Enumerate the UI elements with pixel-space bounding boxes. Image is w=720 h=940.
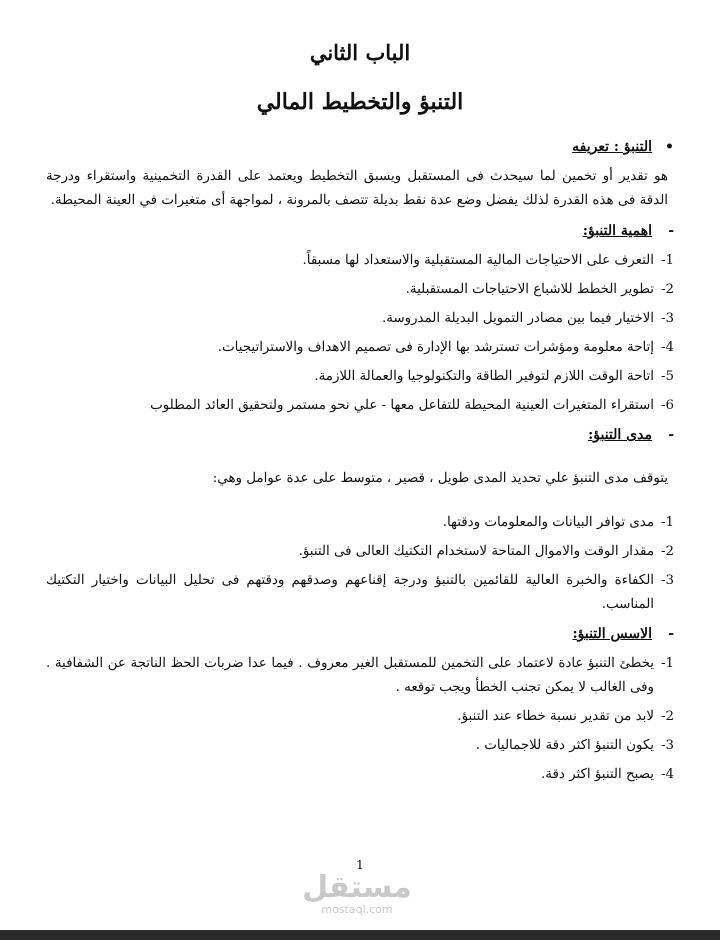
page-number: 1	[356, 858, 364, 872]
list-item	[46, 336, 674, 360]
section-heading-importance	[46, 219, 674, 243]
section-heading-text: اهمية التنبؤ:	[582, 223, 652, 239]
section-heading-principles	[46, 622, 674, 646]
list-item	[46, 394, 674, 418]
list-item	[46, 569, 674, 617]
item-number: 2-	[660, 544, 674, 559]
list-item	[46, 705, 674, 729]
item-text: مدى توافر البيانات والمعلومات ودقتها.	[442, 515, 654, 530]
item-text: التعرف على الاحتياجات المالية المستقبلية والاستعداد لها مسبقاً.	[302, 253, 654, 268]
item-text: الكفاءة والخبرة العالية للقائمين بالتنبؤ ودرجة إقناعهم وصدقهم ودقتهم فى تحليل البيانات واختيار التكتيك المناسب.	[46, 573, 654, 612]
item-text: إتاحة معلومة ومؤشرات تسترشد بها الإدارة فى تصميم الاهداف والاستراتيجيات.	[217, 340, 654, 355]
list-item	[46, 307, 674, 331]
watermark-logo-text: مستقل	[302, 870, 412, 905]
item-number: 1-	[660, 253, 674, 268]
list-item	[46, 763, 674, 787]
item-number: 4-	[660, 340, 674, 355]
item-number: 6-	[660, 398, 674, 413]
list-item	[46, 278, 674, 302]
item-text: الاختيار فيما بين مصادر التمويل البديلة المدروسة.	[381, 311, 654, 326]
list-item	[46, 511, 674, 535]
list-item	[46, 540, 674, 564]
item-number: 3-	[660, 738, 674, 753]
mostaql-watermark	[292, 872, 422, 916]
list-item	[46, 652, 674, 700]
item-text: يكون التنبؤ اكثر دقة للاجماليات .	[475, 738, 654, 753]
list-item	[46, 734, 674, 758]
section-heading-range	[46, 423, 674, 447]
item-text: اتاحة الوقت اللازم لتوفير الطاقة والتكنولوجيا والعمالة اللازمة.	[314, 369, 654, 384]
item-text: مقدار الوقت والاموال المتاحة لاستخدام التكتيك العالى فى التنبؤ.	[298, 544, 654, 559]
dash-marker: -	[668, 223, 674, 239]
bullet-marker: •	[665, 139, 674, 155]
item-text: يصبح التنبؤ اكثر دقة.	[541, 767, 654, 782]
list-item	[46, 365, 674, 389]
range-list	[46, 511, 674, 617]
item-number: 4-	[660, 767, 674, 782]
dash-marker: -	[668, 626, 674, 642]
watermark-url: mostaql.com	[321, 903, 393, 916]
item-number: 3-	[660, 573, 674, 588]
item-number: 1-	[660, 656, 674, 671]
item-number: 2-	[660, 709, 674, 724]
principles-list	[46, 652, 674, 787]
item-number: 2-	[660, 282, 674, 297]
item-number: 3-	[660, 311, 674, 326]
item-text: لابد من تقدير نسبة خطاء عند التنبؤ.	[457, 709, 654, 724]
item-number: 1-	[660, 515, 674, 530]
bottom-edge-bar	[0, 930, 720, 940]
list-item	[46, 249, 674, 273]
dash-marker: -	[668, 427, 674, 443]
item-text: استقراء المتغيرات العينية المحيطة للتفاعل معها - علي نحو مستمر ولتحقيق العائد المطلوب	[150, 398, 654, 413]
definition-text: هو تقدير أو تخمين لما سيحدث فى المستقبل ويسبق التخطيط ويعتمد على القدرة التخمينية واستقراء ودرجة الدقة فى هذه القدرة لذلك يفضل وضع عدة نقط بديلة تتصف بالمرونة ، لمواجهة أى متغيرات في العينة المحيطة.	[46, 169, 668, 208]
section-heading-text: مدى التنبؤ:	[588, 427, 652, 443]
document-body	[46, 135, 674, 792]
item-text: تطوير الخطط للاشباع الاحتياجات المستقبلية.	[405, 282, 654, 297]
section-heading-text: التنبؤ : تعريفه	[572, 139, 652, 155]
page-title: التنبؤ والتخطيط المالي	[256, 89, 464, 115]
chapter-title: الباب الثاني	[309, 40, 411, 65]
range-intro: يتوقف مدى التنبؤ علي تحديد المدى طويل ، قصير ، متوسط على عدة عوامل وهي:	[212, 471, 668, 486]
section-heading-text: الاسس التنبؤ:	[572, 626, 652, 642]
importance-list	[46, 249, 674, 418]
item-number: 5-	[660, 369, 674, 384]
section-heading-definition	[46, 135, 674, 159]
item-text: يخطئ التنبؤ عادة لاعتماد على التخمين للمستقبل الغير معروف . فيما عدا ضربات الحظ الناتجة عن الشفافية . وفى الغالب لا يمكن تجنب الخطأ ويجب توقعه .	[46, 656, 654, 695]
